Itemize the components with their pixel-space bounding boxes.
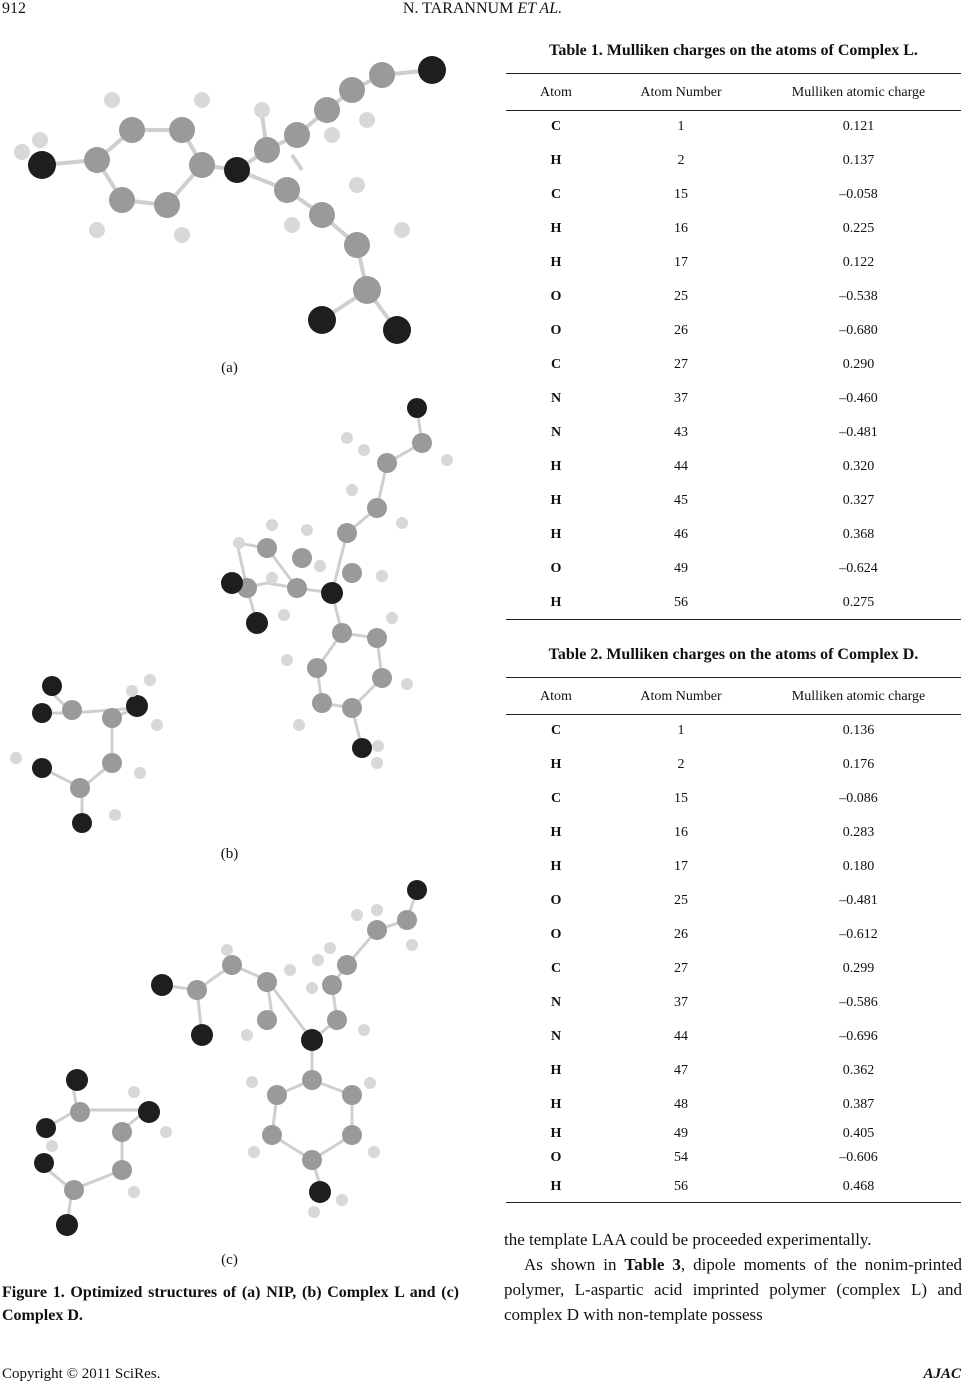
table2-cell-charge: 0.136: [842, 723, 875, 739]
table2-row: [506, 850, 961, 884]
table1-cell-atom-number: 25: [674, 289, 688, 304]
table1-cell-charge: 0.121: [842, 119, 875, 135]
table1-row: [506, 382, 961, 416]
table2-cell-atom-number: 48: [674, 1097, 688, 1112]
table3-reference: Table 3: [624, 1255, 681, 1274]
table1-cell-charge: 0.327: [842, 493, 875, 508]
molecule-complex-l-image: [2, 388, 457, 838]
running-header-etal: ET AL.: [517, 0, 563, 17]
table1-row: [506, 246, 961, 280]
table1-cell-atom-number: 44: [674, 459, 688, 474]
table2-row: [506, 1054, 961, 1088]
table1-header-charge: Mulliken atomic charge: [791, 84, 926, 100]
table2-row: [506, 884, 961, 918]
figure-subcaption-b: (b): [220, 846, 239, 862]
table1-row: [506, 144, 961, 178]
table1-cell-atom: H: [550, 221, 562, 236]
body-paragraph-start: As shown in: [524, 1255, 625, 1274]
table2-cell-atom: H: [550, 1097, 562, 1112]
table1-row: [506, 110, 961, 144]
table2-cell-charge: –0.696: [839, 1029, 878, 1044]
table1-header-atom: Atom: [540, 84, 572, 100]
table1-header-atom-number: Atom Number: [640, 84, 722, 100]
table2-cell-atom-number: 26: [674, 927, 688, 942]
table2-cell-atom-number: 54: [674, 1150, 688, 1165]
table1-cell-charge: –0.058: [839, 187, 878, 202]
table2-row: [506, 1170, 961, 1204]
table2-cell-atom: N: [550, 1029, 562, 1044]
table2-cell-atom: N: [550, 995, 562, 1010]
page-number: 912: [2, 0, 26, 17]
table1-cell-charge: 0.290: [842, 357, 875, 372]
table1-row: [506, 450, 961, 484]
table2: [506, 680, 961, 1204]
table2-header-charge: Mulliken atomic charge: [791, 688, 926, 704]
table2-cell-charge: 0.468: [842, 1179, 875, 1194]
table2-cell-charge: –0.612: [839, 927, 878, 942]
table2-cell-atom-number: 2: [677, 757, 685, 772]
table2-cell-atom-number: 49: [674, 1126, 688, 1141]
table1-cell-atom: O: [550, 323, 562, 338]
table2-title: Table 2. Mulliken charges on the atoms of Complex D.: [548, 646, 919, 663]
table2-cell-atom: H: [550, 859, 562, 874]
table2-cell-atom-number: 56: [674, 1179, 688, 1194]
table1-cell-atom-number: 43: [674, 425, 688, 440]
table1-cell-atom: N: [550, 425, 562, 440]
table2-row: [506, 816, 961, 850]
table1-header-row: [506, 76, 961, 110]
table1-cell-atom: C: [550, 187, 562, 202]
table1-row: [506, 314, 961, 348]
figure-caption: Figure 1. Optimized structures of (a) NIP, (b) Complex L and (c) Complex D.: [2, 1284, 459, 1324]
table2-row: [506, 1122, 961, 1146]
table1-cell-atom: H: [550, 527, 562, 542]
table1-cell-charge: 0.275: [842, 595, 875, 610]
table1-cell-charge: –0.460: [839, 391, 878, 406]
table2-header-atom: Atom: [540, 688, 572, 704]
table1-cell-atom-number: 56: [674, 595, 688, 610]
table2-cell-atom: O: [550, 927, 562, 942]
table2-row: [506, 986, 961, 1020]
table2-row: [506, 714, 961, 748]
table2-cell-charge: –0.481: [839, 893, 878, 908]
table2-cell-atom: C: [550, 723, 562, 739]
table2-row: [506, 1020, 961, 1054]
table2-cell-atom-number: 25: [674, 893, 688, 908]
table1-cell-atom-number: 45: [674, 493, 688, 508]
table2-row: [506, 748, 961, 782]
table1-cell-atom-number: 46: [674, 527, 688, 542]
table2-cell-charge: 0.299: [842, 961, 875, 976]
table2-cell-charge: –0.606: [839, 1150, 878, 1165]
figure-subcaption-c: (c): [221, 1252, 238, 1268]
table1-cell-atom-number: 16: [674, 221, 688, 236]
table2-cell-atom-number: 27: [674, 961, 688, 976]
table1-cell-atom: C: [550, 357, 562, 372]
table1-title: Table 1. Mulliken charges on the atoms of Complex L.: [549, 42, 918, 59]
table1-cell-charge: –0.481: [839, 425, 878, 440]
table1-row: [506, 484, 961, 518]
table1-row: [506, 348, 961, 382]
table2-cell-atom-number: 17: [674, 859, 688, 874]
table1-cell-atom-number: 37: [674, 391, 688, 406]
footer-copyright: Copyright © 2011 SciRes.: [2, 1366, 161, 1382]
table2-cell-atom-number: 16: [674, 825, 688, 840]
figure-panel-c: [22, 870, 437, 1245]
table2-row: [506, 782, 961, 816]
table1-cell-atom-number: 15: [674, 187, 688, 202]
table2-row: [506, 1088, 961, 1122]
table2-row: [506, 918, 961, 952]
table1-cell-atom: H: [550, 595, 562, 610]
table2-cell-charge: 0.405: [842, 1126, 875, 1141]
table2-cell-atom-number: 15: [674, 791, 688, 806]
figure-panel-b: [2, 388, 457, 838]
table1-cell-atom-number: 2: [677, 153, 685, 168]
table1-row: [506, 178, 961, 212]
table2-cell-charge: 0.362: [842, 1063, 875, 1078]
table2-cell-atom: O: [550, 1150, 562, 1165]
table2-cell-atom: C: [550, 961, 562, 976]
table1-cell-charge: –0.680: [839, 323, 878, 338]
body-text-line: the template LAA could be proceeded experimentally.: [504, 1230, 872, 1249]
table2-cell-charge: –0.086: [839, 791, 878, 806]
figure-subcaption-a: (a): [221, 360, 238, 376]
table1-cell-atom: N: [550, 391, 562, 406]
table1-row: [506, 212, 961, 246]
table1-cell-atom: H: [550, 255, 562, 270]
table2-cell-atom: O: [550, 893, 562, 908]
table2-cell-atom-number: 37: [674, 995, 688, 1010]
table1-row: [506, 416, 961, 450]
table2-cell-atom: H: [550, 1179, 562, 1194]
table2-cell-charge: 0.387: [842, 1097, 875, 1112]
molecule-complex-d-image: [22, 870, 437, 1245]
table2-top-rule: [506, 677, 961, 678]
table1: [506, 76, 961, 620]
table1-cell-atom-number: 26: [674, 323, 688, 338]
table1-cell-charge: –0.624: [839, 561, 878, 576]
table1-row: [506, 586, 961, 620]
table1-cell-atom-number: 27: [674, 357, 688, 372]
table1-cell-charge: 0.225: [842, 221, 875, 236]
table2-row: [506, 1146, 961, 1170]
table2-cell-atom: C: [550, 791, 562, 806]
table1-cell-charge: 0.122: [842, 255, 875, 270]
table1-cell-charge: 0.137: [842, 153, 875, 168]
table1-cell-atom-number: 17: [674, 255, 688, 270]
table1-row: [506, 518, 961, 552]
table2-cell-atom-number: 1: [677, 723, 685, 739]
table2-cell-atom-number: 47: [674, 1063, 688, 1078]
table1-bottom-rule: [506, 619, 961, 620]
running-header: [0, 0, 965, 18]
table1-cell-charge: 0.368: [842, 527, 875, 542]
table2-cell-charge: –0.586: [839, 995, 878, 1010]
table1-cell-atom: C: [550, 119, 562, 135]
table2-cell-atom: H: [550, 1063, 562, 1078]
table2-cell-atom-number: 44: [674, 1029, 688, 1044]
table1-cell-atom-number: 1: [677, 119, 685, 135]
table2-bottom-rule: [506, 1202, 961, 1203]
table2-cell-atom: H: [550, 825, 562, 840]
table2-cell-atom: H: [550, 757, 562, 772]
table1-row: [506, 280, 961, 314]
table1-cell-atom: O: [550, 289, 562, 304]
table1-top-rule: [506, 73, 961, 74]
running-header-authors: N. TARANNUM: [402, 0, 514, 17]
table1-cell-atom: H: [550, 459, 562, 474]
table1-cell-atom: H: [550, 493, 562, 508]
body-paragraph: [504, 1252, 962, 1327]
table1-cell-atom-number: 49: [674, 561, 688, 576]
body-paragraph-rest: , dipole moments of the nonim-printed polymer, L-aspartic acid imprinted polymer (complex L) and complex D with non-template possess: [504, 1255, 962, 1324]
table2-header-row: [506, 680, 961, 714]
footer-journal: AJAC: [923, 1366, 961, 1382]
table2-cell-atom: H: [550, 1126, 562, 1141]
table1-row: [506, 552, 961, 586]
table1-cell-atom: O: [550, 561, 562, 576]
figure-panel-a: [2, 30, 457, 360]
table2-header-atom-number: Atom Number: [640, 688, 722, 704]
table1-cell-charge: 0.320: [842, 459, 875, 474]
table1-cell-charge: –0.538: [839, 289, 878, 304]
molecule-nip-image: [2, 30, 457, 360]
table2-cell-charge: 0.180: [842, 859, 875, 874]
table2-cell-charge: 0.283: [842, 825, 875, 840]
table2-cell-charge: 0.176: [842, 757, 875, 772]
table1-cell-atom: H: [550, 153, 562, 168]
table2-row: [506, 952, 961, 986]
